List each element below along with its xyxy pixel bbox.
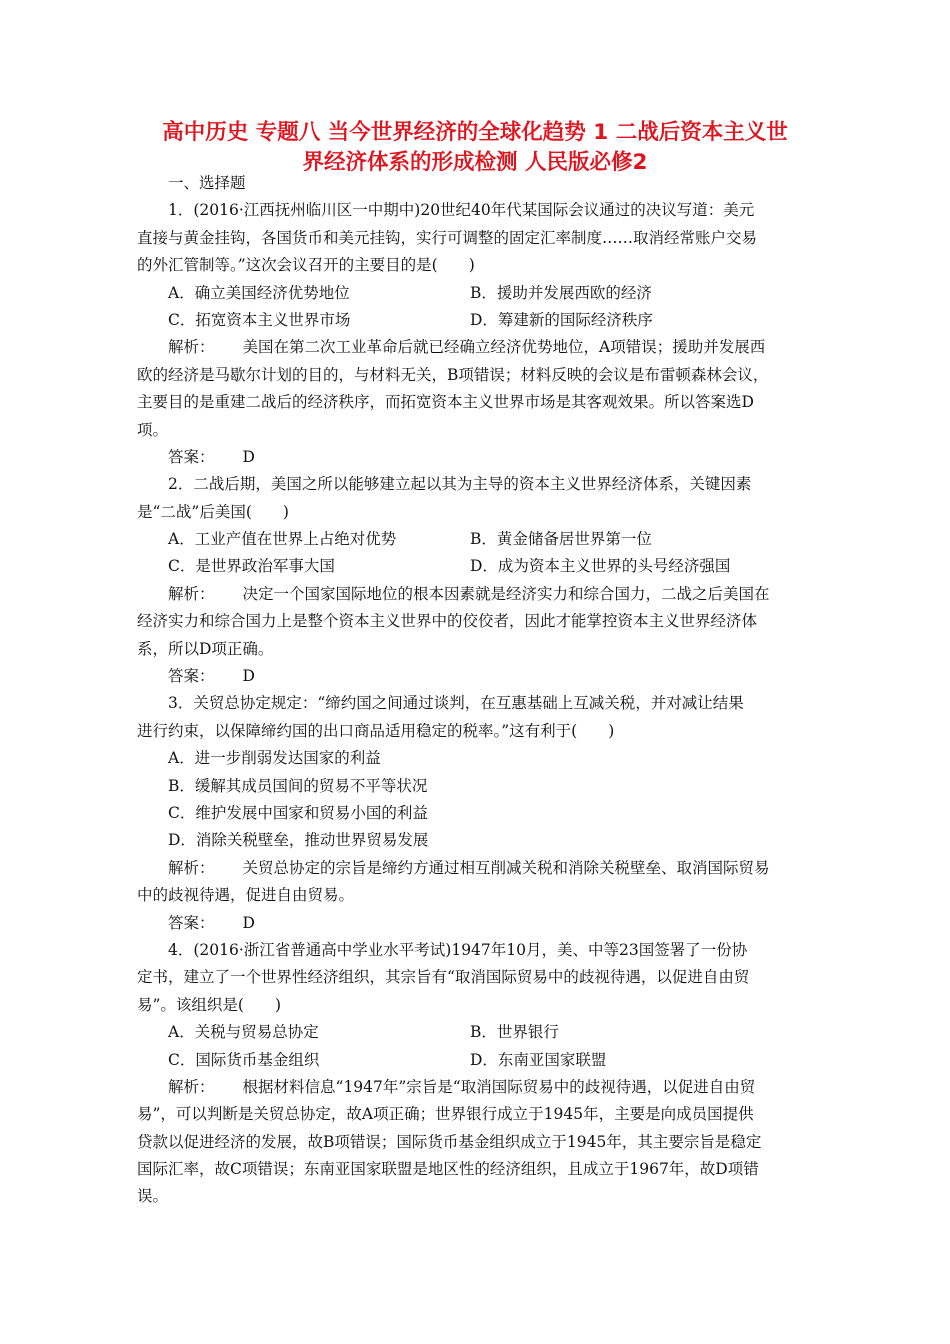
option-a: A．工业产值在世界上占绝对优势	[168, 530, 397, 549]
option-b: B．援助并发展西欧的经济	[470, 283, 652, 302]
option-a: A．确立美国经济优势地位	[168, 283, 350, 302]
analysis-text: 易”，可以判断是关贸总协定，故A项正确；世界银行成立于1945年，主要是向成员国提供	[137, 1105, 754, 1124]
question-4	[137, 937, 817, 1211]
analysis-line	[137, 1074, 817, 1101]
analysis-label: 解析：	[168, 1077, 215, 1096]
answer-value: D	[242, 667, 255, 686]
option-b: B．缓解其成员国间的贸易不平等状况	[168, 776, 428, 795]
answer-value: D	[242, 447, 255, 466]
analysis-line	[137, 334, 817, 361]
title-line: 界经济体系的形成检测 人民版必修2	[302, 150, 648, 175]
analysis-text: 项。	[137, 420, 169, 439]
option-d: D．成为资本主义世界的头号经济强国	[470, 557, 731, 576]
option-d: D．筹建新的国际经济秩序	[470, 310, 653, 329]
option-row	[137, 526, 817, 553]
answer-label: 答案：	[168, 913, 215, 932]
option-a: A．关税与贸易总协定	[168, 1023, 319, 1042]
question-2	[137, 471, 817, 690]
analysis-text: 欧的经济是马歇尔计划的目的，与材料无关，B项错误；材料反映的会议是布雷顿森林会议，	[137, 365, 769, 384]
option-row	[137, 280, 817, 307]
question-stem: 3．关贸总协定规定：“缔约国之间通过谈判，在互惠基础上互减关税，并对减让结果	[168, 694, 744, 713]
option-row	[137, 553, 817, 580]
option-c: C．是世界政治军事大国	[168, 557, 335, 576]
analysis-text: 关贸总协定的宗旨是缔约方通过相互削减关税和消除关税壁垒、取消国际贸易	[242, 858, 770, 877]
analysis-text: 中的歧视待遇，促进自由贸易。	[137, 886, 355, 905]
option-d: D．消除关税壁垒，推动世界贸易发展	[168, 831, 429, 850]
analysis-text: 国际汇率，故C项错误；东南亚国家联盟是地区性的经济组织，且成立于1967年，故D项错	[137, 1160, 759, 1179]
option-c: C．国际货币基金组织	[168, 1050, 320, 1069]
analysis-text: 根据材料信息“1947年”宗旨是“取消国际贸易中的歧视待遇，以促进自由贸	[242, 1077, 756, 1096]
question-stem: 1．(2016·江西抚州临川区一中期中)20世纪40年代某国际会议通过的决议写道：美元	[168, 201, 755, 220]
question-stem: 定书，建立了一个世界性经济组织，其宗旨有“取消国际贸易中的歧视待遇，以促进自由贸	[137, 968, 750, 987]
analysis-text: 误。	[137, 1187, 169, 1206]
answer-label: 答案：	[168, 447, 215, 466]
analysis-text: 系，所以D项正确。	[137, 639, 274, 658]
option-c: C．维护发展中国家和贸易小国的利益	[168, 803, 428, 822]
question-stem: 的外汇管制等。”这次会议召开的主要目的是( )	[137, 256, 475, 275]
question-stem: 直接与黄金挂钩，各国货币和美元挂钩，实行可调整的固定汇率制度……取消经常账户交易	[137, 228, 758, 247]
question-stem: 易”。该组织是( )	[137, 995, 282, 1014]
option-row	[137, 1047, 817, 1074]
section-heading: 一、选择题	[168, 174, 246, 192]
answer-value: D	[242, 913, 255, 932]
question-3	[137, 690, 817, 937]
analysis-line	[137, 581, 817, 608]
analysis-label: 解析：	[168, 858, 215, 877]
option-b: B．黄金储备居世界第一位	[470, 530, 652, 549]
question-1	[137, 197, 817, 471]
option-c: C．拓宽资本主义世界市场	[168, 310, 351, 329]
title-line: 高中历史 专题八 当今世界经济的全球化趋势 1 二战后资本主义世	[162, 120, 788, 145]
analysis-text: 经济实力和综合国力上是整个资本主义世界中的佼佼者，因此才能掌控资本主义世界经济体	[137, 612, 758, 631]
analysis-text: 主要目的是重建二战后的经济秩序，而拓宽资本主义世界市场是其客观效果。所以答案选D	[137, 393, 754, 412]
question-stem: 4．(2016·浙江省普通高中学业水平考试)1947年10月，美、中等23国签署了一份协	[168, 940, 748, 959]
analysis-line	[137, 855, 817, 882]
option-d: D．东南亚国家联盟	[470, 1050, 607, 1069]
option-a: A．进一步削弱发达国家的利益	[168, 749, 381, 768]
option-row	[137, 1019, 817, 1046]
analysis-label: 解析：	[168, 584, 215, 603]
analysis-text: 贷款以促进经济的发展，故B项错误；国际货币基金组织成立于1945年，其主要宗旨是稳定	[137, 1132, 762, 1151]
question-stem: 是“二战”后美国( )	[137, 502, 289, 521]
answer-line	[137, 444, 817, 471]
analysis-label: 解析：	[168, 338, 215, 357]
document-body	[137, 170, 817, 1211]
question-stem: 进行约束，以保障缔约国的出口商品适用稳定的税率。”这有利于( )	[137, 721, 615, 740]
answer-label: 答案：	[168, 667, 215, 686]
answer-line	[137, 910, 817, 937]
option-b: B．世界银行	[470, 1023, 559, 1042]
answer-line	[137, 663, 817, 690]
analysis-text: 美国在第二次工业革命后就已经确立经济优势地位，A项错误；援助并发展西	[242, 338, 766, 357]
analysis-text: 决定一个国家国际地位的根本因素就是经济实力和综合国力，二战之后美国在	[242, 584, 770, 603]
option-row	[137, 307, 817, 334]
document-title	[120, 118, 830, 178]
question-stem: 2．二战后期，美国之所以能够建立起以其为主导的资本主义世界经济体系，关键因素	[168, 475, 752, 494]
